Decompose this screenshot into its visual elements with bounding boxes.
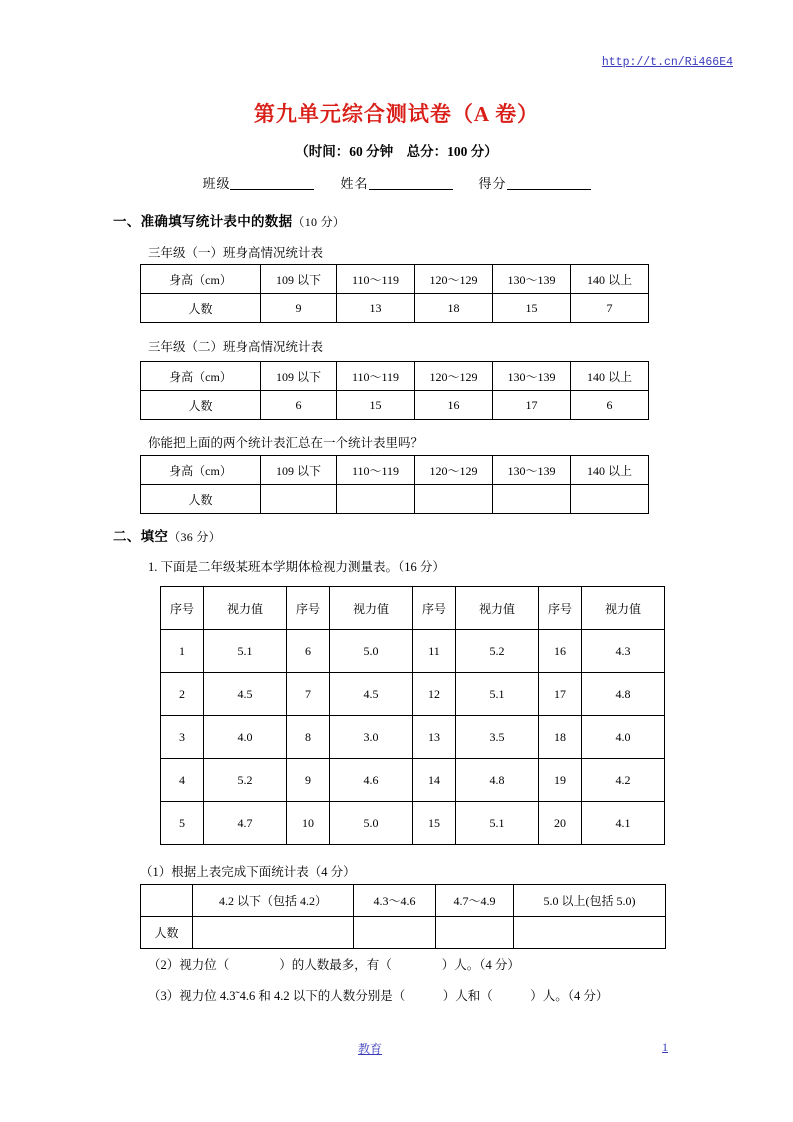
cell-count-2: 16 bbox=[415, 391, 493, 420]
page-number: 1 bbox=[662, 1040, 668, 1054]
cell-val: 4.7 bbox=[204, 802, 287, 845]
cell-blank-3[interactable] bbox=[514, 917, 666, 949]
cell-idx: 2 bbox=[161, 673, 204, 716]
section-1-heading bbox=[113, 210, 345, 230]
height-table-merged-blank bbox=[140, 455, 649, 514]
cell-idx: 16 bbox=[539, 630, 582, 673]
cell-header-4: 130～139 bbox=[493, 265, 571, 294]
cell-val: 5.1 bbox=[456, 673, 539, 716]
cell-count-3: 15 bbox=[493, 294, 571, 323]
cell-idx: 8 bbox=[287, 716, 330, 759]
cell-header-1: 109 以下 bbox=[261, 265, 337, 294]
exam-subtitle: （时间：60 分钟 总分：100 分） bbox=[295, 144, 498, 159]
question-1-sub-3: （3）视力位 4.3˜4.6 和 4.2 以下的人数分别是（ ）人和（ ）人。（4 分） bbox=[148, 989, 609, 1003]
cell-count-label: 人数 bbox=[141, 485, 261, 514]
cell-header-0: 身高（cm） bbox=[141, 456, 261, 485]
cell-blank-1[interactable] bbox=[354, 917, 436, 949]
table-row bbox=[161, 673, 665, 716]
cell-header-0: 序号 bbox=[161, 587, 204, 630]
cell-header-3: 120～129 bbox=[415, 362, 493, 391]
cell-count-4: 6 bbox=[571, 391, 649, 420]
source-url-link[interactable]: http://t.cn/Ri466E4 bbox=[601, 56, 733, 69]
cell-idx: 7 bbox=[287, 673, 330, 716]
cell-idx: 17 bbox=[539, 673, 582, 716]
table-1-caption: 三年级（一）班身高情况统计表 bbox=[148, 246, 324, 260]
cell-idx: 6 bbox=[287, 630, 330, 673]
cell-val: 3.0 bbox=[330, 716, 413, 759]
section-2-heading bbox=[113, 525, 221, 545]
cell-blank-1[interactable] bbox=[337, 485, 415, 514]
cell-header-2: 110～119 bbox=[337, 362, 415, 391]
cell-val: 3.5 bbox=[456, 716, 539, 759]
cell-val: 5.2 bbox=[456, 630, 539, 673]
score-input[interactable] bbox=[507, 175, 591, 190]
cell-blank-4[interactable] bbox=[571, 485, 649, 514]
cell-idx: 1 bbox=[161, 630, 204, 673]
cell-header-5: 140 以上 bbox=[571, 362, 649, 391]
table-row bbox=[161, 630, 665, 673]
cell-val: 4.8 bbox=[456, 759, 539, 802]
table-row bbox=[141, 294, 649, 323]
cell-header-4: 序号 bbox=[413, 587, 456, 630]
cell-header-range-1: 4.2 以下（包括 4.2） bbox=[193, 885, 354, 917]
cell-header-2: 序号 bbox=[287, 587, 330, 630]
cell-header-0: 身高（cm） bbox=[141, 362, 261, 391]
cell-header-0: 身高（cm） bbox=[141, 265, 261, 294]
cell-val: 4.2 bbox=[582, 759, 665, 802]
cell-header-3: 视力值 bbox=[330, 587, 413, 630]
cell-idx: 11 bbox=[413, 630, 456, 673]
cell-header-7: 视力值 bbox=[582, 587, 665, 630]
cell-header-2: 110～119 bbox=[337, 456, 415, 485]
table-row bbox=[161, 802, 665, 845]
cell-count-3: 17 bbox=[493, 391, 571, 420]
table-header-row bbox=[141, 885, 666, 917]
question-1-sub-1: （1）根据上表完成下面统计表（4 分） bbox=[140, 865, 356, 879]
cell-header-1: 109 以下 bbox=[261, 362, 337, 391]
table-header-row bbox=[161, 587, 665, 630]
question-1-prompt: 1. 下面是二年级某班本学期体检视力测量表。（16 分） bbox=[148, 560, 445, 574]
cell-count-1: 13 bbox=[337, 294, 415, 323]
cell-header-3: 120～129 bbox=[415, 265, 493, 294]
section-2-title: 二、填空 bbox=[113, 529, 169, 544]
cell-val: 5.2 bbox=[204, 759, 287, 802]
student-info-row bbox=[0, 173, 793, 192]
cell-idx: 20 bbox=[539, 802, 582, 845]
table-2-caption: 三年级（二）班身高情况统计表 bbox=[148, 340, 324, 354]
cell-count-label: 人数 bbox=[141, 917, 193, 949]
table-row bbox=[141, 362, 649, 391]
merge-tables-question: 你能把上面的两个统计表汇总在一个统计表里吗？ bbox=[148, 436, 424, 450]
cell-header-3: 120～129 bbox=[415, 456, 493, 485]
cell-val: 4.5 bbox=[204, 673, 287, 716]
class-label: 班级 bbox=[202, 176, 231, 191]
cell-header-range-4: 5.0 以上(包括 5.0) bbox=[514, 885, 666, 917]
class-input[interactable] bbox=[230, 175, 314, 190]
cell-header-1: 视力值 bbox=[204, 587, 287, 630]
table-row bbox=[141, 391, 649, 420]
cell-blank-2[interactable] bbox=[436, 917, 514, 949]
cell-idx: 5 bbox=[161, 802, 204, 845]
cell-header-range-2: 4.3～4.6 bbox=[354, 885, 436, 917]
cell-val: 4.8 bbox=[582, 673, 665, 716]
cell-val: 4.5 bbox=[330, 673, 413, 716]
cell-count-0: 6 bbox=[261, 391, 337, 420]
table-row bbox=[161, 759, 665, 802]
cell-count-label: 人数 bbox=[141, 294, 261, 323]
cell-val: 5.1 bbox=[456, 802, 539, 845]
cell-header-5: 视力值 bbox=[456, 587, 539, 630]
cell-header-4: 130～139 bbox=[493, 362, 571, 391]
score-label: 得分 bbox=[478, 176, 507, 191]
cell-header-2: 110～119 bbox=[337, 265, 415, 294]
cell-header-4: 130～139 bbox=[493, 456, 571, 485]
cell-header-6: 序号 bbox=[539, 587, 582, 630]
cell-count-1: 15 bbox=[337, 391, 415, 420]
cell-count-2: 18 bbox=[415, 294, 493, 323]
cell-idx: 19 bbox=[539, 759, 582, 802]
height-table-class-1 bbox=[140, 264, 649, 323]
cell-val: 4.0 bbox=[582, 716, 665, 759]
table-row bbox=[141, 485, 649, 514]
cell-blank-3[interactable] bbox=[493, 485, 571, 514]
cell-idx: 12 bbox=[413, 673, 456, 716]
cell-header-5: 140 以上 bbox=[571, 456, 649, 485]
cell-header-5: 140 以上 bbox=[571, 265, 649, 294]
cell-val: 4.1 bbox=[582, 802, 665, 845]
cell-val: 5.0 bbox=[330, 802, 413, 845]
table-row bbox=[141, 456, 649, 485]
name-input[interactable] bbox=[369, 175, 453, 190]
table-row bbox=[161, 716, 665, 759]
table-row bbox=[141, 265, 649, 294]
cell-idx: 14 bbox=[413, 759, 456, 802]
question-1-sub-2: （2）视力位（ ）的人数最多，有（ ）人。（4 分） bbox=[148, 958, 520, 972]
cell-count-4: 7 bbox=[571, 294, 649, 323]
cell-idx: 10 bbox=[287, 802, 330, 845]
vision-measurement-table bbox=[160, 586, 665, 845]
cell-blank-0[interactable] bbox=[193, 917, 354, 949]
name-label: 姓名 bbox=[340, 176, 369, 191]
cell-count-label: 人数 bbox=[141, 391, 261, 420]
cell-idx: 4 bbox=[161, 759, 204, 802]
cell-val: 5.1 bbox=[204, 630, 287, 673]
page-title: 第九单元综合测试卷（A 卷） bbox=[253, 102, 540, 126]
cell-val: 4.6 bbox=[330, 759, 413, 802]
cell-idx: 3 bbox=[161, 716, 204, 759]
cell-idx: 13 bbox=[413, 716, 456, 759]
section-2-points: （36 分） bbox=[168, 530, 222, 544]
cell-val: 5.0 bbox=[330, 630, 413, 673]
cell-idx: 18 bbox=[539, 716, 582, 759]
cell-idx: 15 bbox=[413, 802, 456, 845]
footer-link[interactable]: 教育 bbox=[358, 1042, 383, 1056]
cell-header-empty bbox=[141, 885, 193, 917]
section-1-points: （10 分） bbox=[292, 215, 346, 229]
table-row bbox=[141, 917, 666, 949]
cell-blank-2[interactable] bbox=[415, 485, 493, 514]
cell-count-0: 9 bbox=[261, 294, 337, 323]
cell-header-1: 109 以下 bbox=[261, 456, 337, 485]
cell-header-range-3: 4.7～4.9 bbox=[436, 885, 514, 917]
cell-val: 4.0 bbox=[204, 716, 287, 759]
section-1-title: 一、准确填写统计表中的数据 bbox=[113, 214, 293, 229]
cell-val: 4.3 bbox=[582, 630, 665, 673]
vision-stats-table-blank bbox=[140, 884, 666, 949]
height-table-class-2 bbox=[140, 361, 649, 420]
cell-blank-0[interactable] bbox=[261, 485, 337, 514]
cell-idx: 9 bbox=[287, 759, 330, 802]
